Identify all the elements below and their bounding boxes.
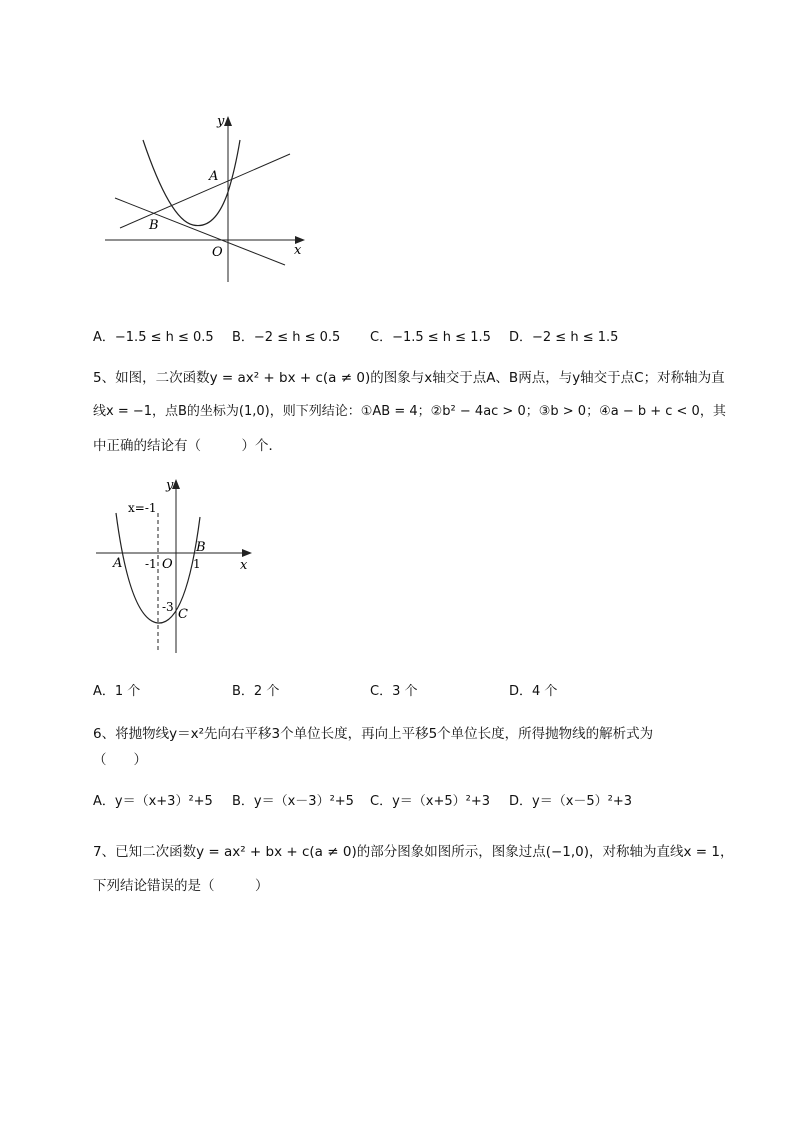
q4-option-a: A．−1.5 ≤ h ≤ 0.5 (93, 330, 214, 345)
x-axis-label: x (294, 243, 302, 258)
q5-option-d: D．4 个 (509, 684, 558, 699)
point-c-label: C (178, 607, 188, 622)
x-axis-arrow (242, 549, 252, 557)
q6-option-a: A．y＝（x+3）²+5 (93, 794, 213, 809)
q5-option-a: A．1 个 (93, 684, 141, 699)
q6-option-c: C．y＝（x+5）²+3 (370, 794, 491, 809)
q4-option-b: B．−2 ≤ h ≤ 0.5 (232, 330, 341, 345)
q6-option-d: D．y＝（x－5）²+3 (509, 794, 633, 809)
q5-line-1: 5、如图，二次函数y = ax² + bx + c(a ≠ 0)的图象与x轴交于点A、B两点，与y轴交于点C；对称轴为直 (93, 370, 725, 386)
q5-line-3: 中正确的结论有（ ）个． (93, 438, 282, 454)
point-a-label: A (113, 556, 123, 571)
figure-2-graph (90, 475, 270, 660)
q6-line-2: （ ） (93, 752, 147, 768)
x-axis-label: x (240, 558, 248, 573)
point-b-label: B (196, 540, 206, 555)
tick-neg3-label: -3 (162, 600, 174, 614)
q7-line-1: 7、已知二次函数y = ax² + bx + c(a ≠ 0)的部分图象如图所示，图象过点(−1,0)，对称轴为直线x = 1， (93, 844, 734, 860)
origin-label: O (212, 245, 223, 260)
q6-option-b: B．y＝（x－3）²+5 (232, 794, 354, 809)
q5-line-2: 线x = −1，点B的坐标为(1,0)，则下列结论：①AB = 4；②b² − 4ac > 0；③b > 0；④a − b + c < 0，其 (93, 404, 726, 419)
figure-1-graph (100, 110, 320, 290)
origin-label: O (162, 557, 173, 572)
line-ab (120, 154, 290, 228)
y-axis-label: y (217, 114, 225, 129)
point-a-label: A (209, 169, 219, 184)
q7-line-2: 下列结论错误的是（ ） (93, 878, 269, 894)
q4-option-c: C．−1.5 ≤ h ≤ 1.5 (370, 330, 491, 345)
q4-option-d: D．−2 ≤ h ≤ 1.5 (509, 330, 619, 345)
y-axis-label: y (166, 478, 174, 493)
y-axis-arrow (224, 116, 232, 126)
tick-1-label: 1 (193, 557, 201, 571)
q5-option-c: C．3 个 (370, 684, 418, 699)
point-b-label: B (149, 218, 159, 233)
symmetry-axis-label: x=-1 (128, 501, 157, 515)
q6-line-1: 6、将抛物线y＝x²先向右平移3个单位长度，再向上平移5个单位长度，所得抛物线的解析式为 (93, 726, 654, 742)
tick-neg1-label: -1 (145, 557, 157, 571)
q5-option-b: B．2 个 (232, 684, 280, 699)
parabola-curve (143, 140, 240, 226)
line-through-origin (115, 198, 285, 265)
